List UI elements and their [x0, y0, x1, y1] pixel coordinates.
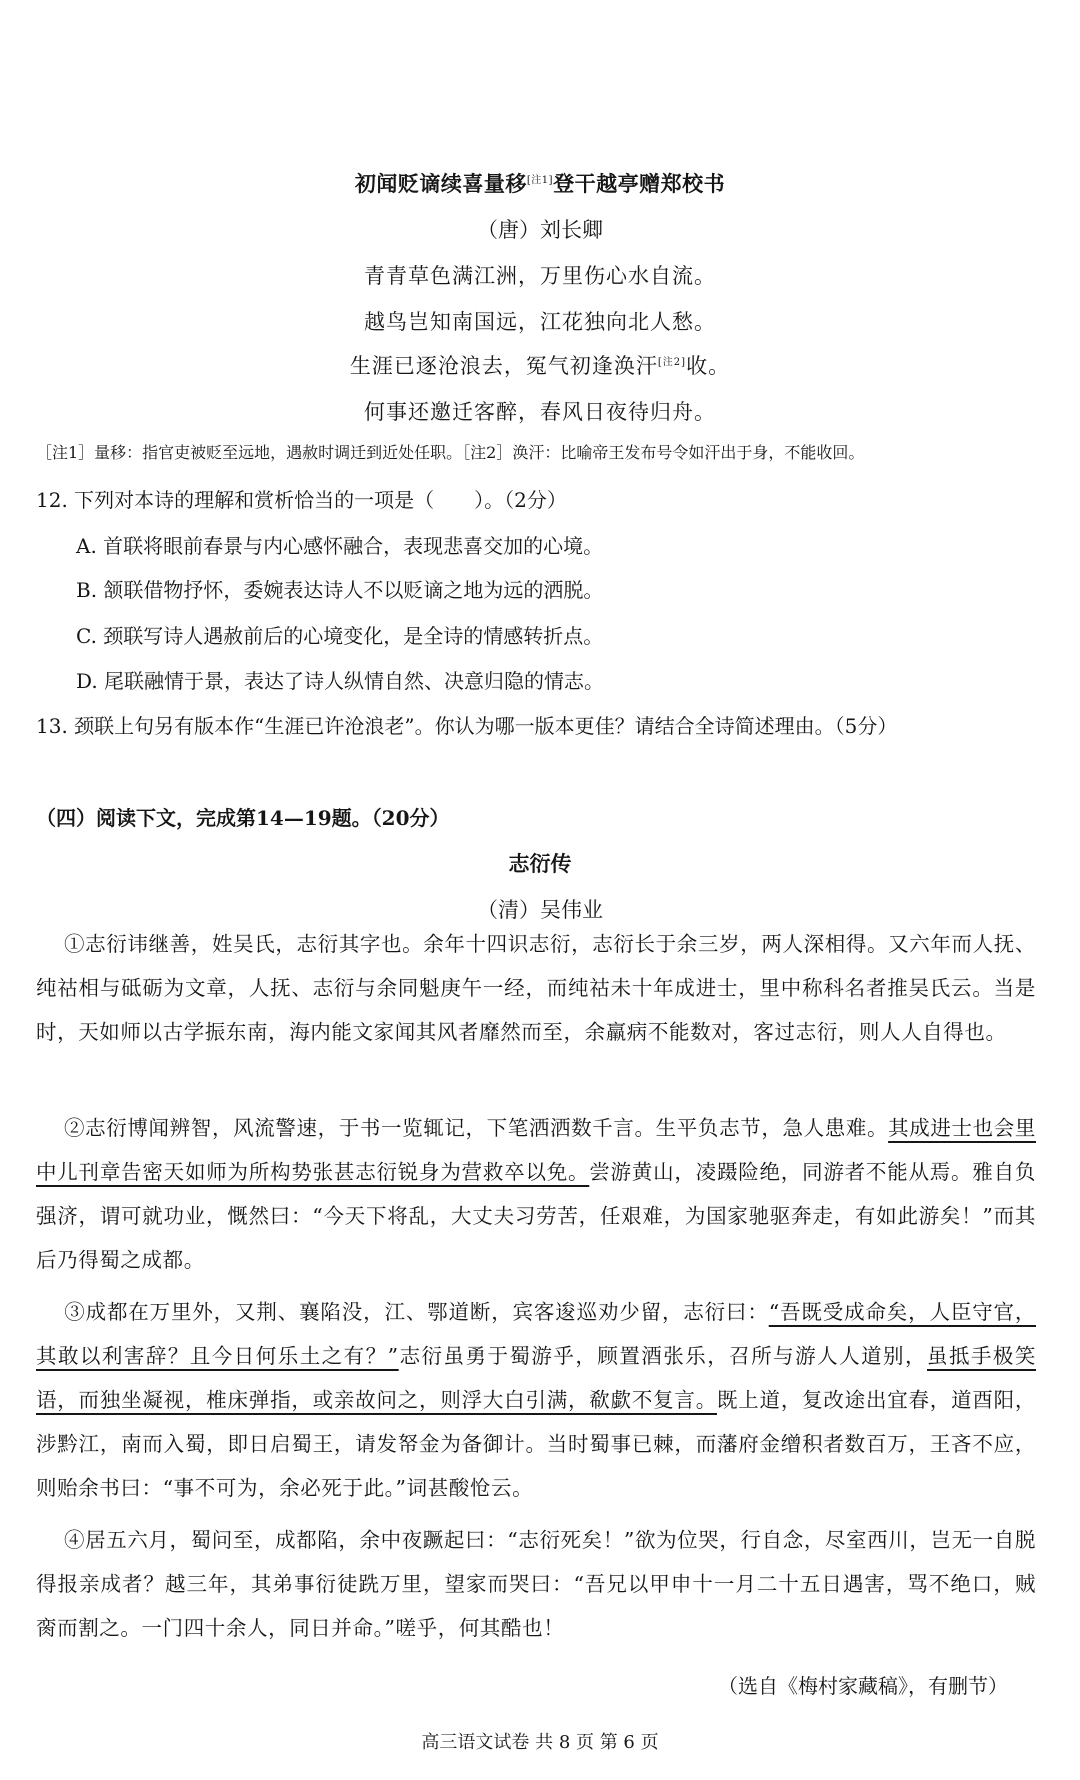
poem-line-1: 青青草色满江洲，万里伤心水自流。 — [364, 264, 716, 288]
paragraph-1: ①志衍讳继善，姓吴氏，志衍其字也。余年十四识志衍，志衍长于余三岁，两人深相得。又六年而人抚、纯祜相与砥砺为文章，人抚、志衍与余同魁庚午一经，而纯祜未十年成进士，里中称科名者推吴氏云。当是时，天如师以古学振东南，海内能文家闻其风者靡然而至，余羸病不能数对，客过志衍，则人人自得也。 — [36, 932, 1036, 1044]
page-footer: 高三语文试卷 共 8 页 第 6 页 — [421, 1732, 659, 1753]
poem-title: 初闻贬谪续喜量移[注1]登干越亭赠郑校书 — [354, 171, 726, 196]
prose-title: 志衍传 — [508, 851, 572, 876]
question-12-option-b: B. 颔联借物抒怀，委婉表达诗人不以贬谪之地为远的洒脱。 — [76, 578, 604, 602]
paragraph-2: ②志衍博闻辨智，风流警速，于书一览辄记，下笔洒洒数千言。生平负志节，急人患难。其成进士也会里中儿刊章告密天如师为所构势张甚志衍锐身为营救卒以免。尝游黄山，凌蹑险绝，同游者不能从焉。雅自负强济，谓可就功业，慨然曰：“今天下将乱，大丈夫习劳苦，任艰难，为国家驰驱奔走，有如此游矣！”而其后乃得蜀之成都。 — [36, 1116, 1036, 1272]
poem-notes: ［注1］量移：指官吏被贬至远地，遇赦时调迁到近处任职。［注2］涣汗：比喻帝王发布号令如汗出于身，不能收回。 — [36, 443, 865, 462]
question-12-option-a: A. 首联将眼前春景与内心感怀融合，表现悲喜交加的心境。 — [76, 534, 604, 558]
section-heading: （四）阅读下文，完成第14—19题。（20分） — [36, 806, 450, 830]
prose-author: （清）吴伟业 — [477, 898, 603, 922]
question-12-option-c: C. 颈联写诗人遇赦前后的心境变化，是全诗的情感转折点。 — [76, 624, 604, 648]
underlined-sentence-2: 其成进士也会里中儿刊章告密天如师为所构势张甚志衍锐身为营救卒以免。 — [36, 1116, 1036, 1184]
poem-title-note-marker: [注1] — [526, 175, 554, 186]
poem-line-2: 越鸟岂知南国远，江花独向北人愁。 — [364, 310, 716, 334]
poem-line-note-marker: [注2] — [657, 357, 687, 368]
question-12-option-d: D. 尾联融情于景，表达了诗人纵情自然、决意归隐的情志。 — [76, 669, 605, 693]
poem-line-3: 生涯已逐沧浪去，冤气初逢涣汗[注2]收。 — [349, 354, 731, 378]
poem-author: （唐）刘长卿 — [477, 218, 603, 242]
question-12-stem: 12. 下列对本诗的理解和赏析恰当的一项是（ ）。（2分） — [36, 488, 567, 512]
paragraph-4: ④居五六月，蜀问至，成都陷，余中夜蹶起曰：“志衍死矣！”欲为位哭，行自念，尽室西川，岂无一自脱得报亲成者？越三年，其弟事衍徒跣万里，望家而哭曰：“吾兄以甲申十一月二十五日遇害，骂不绝口，贼脔而割之。一门四十余人，同日并命。”嗟乎，何其酷也！ — [36, 1528, 1036, 1640]
poem-line-4: 何事还邀迁客醉，春风日夜待归舟。 — [364, 400, 716, 424]
question-13: 13. 颈联上句另有版本作“生涯已许沧浪老”。你认为哪一版本更佳？请结合全诗简述理由。（5分） — [36, 714, 898, 738]
underlined-quote-3: “吾既受成命矣，人臣守官，其敢以利害辞？且今日何乐土之有？” — [36, 1300, 1036, 1368]
source-citation: （选自《梅村家藏稿》，有删节） — [718, 1674, 1008, 1698]
paragraph-3: ③成都在万里外，又荆、襄陷没，江、鄂道断，宾客逡巡劝少留，志衍曰：“吾既受成命矣，人臣守官，其敢以利害辞？且今日何乐土之有？”志衍虽勇于蜀游乎，顾置酒张乐，召所与游人人道别，虽抵手极笑语，而独坐凝视，椎床弹指，或亲故问之，则浮大白引满，欷歔不复言。既上道，复改途出宜春，道酉阳，涉黔江，南而入蜀，即日启蜀王，请发帑金为备御计。当时蜀事已棘，而藩府金缯积者数百万，王吝不应，则贻余书曰：“事不可为，余必死于此。”词甚酸怆云。 — [36, 1300, 1037, 1500]
underlined-sentence-3: 虽抵手极笑语，而独坐凝视，椎床弹指，或亲故问之，则浮大白引满，欷歔不复言。 — [36, 1344, 1037, 1412]
